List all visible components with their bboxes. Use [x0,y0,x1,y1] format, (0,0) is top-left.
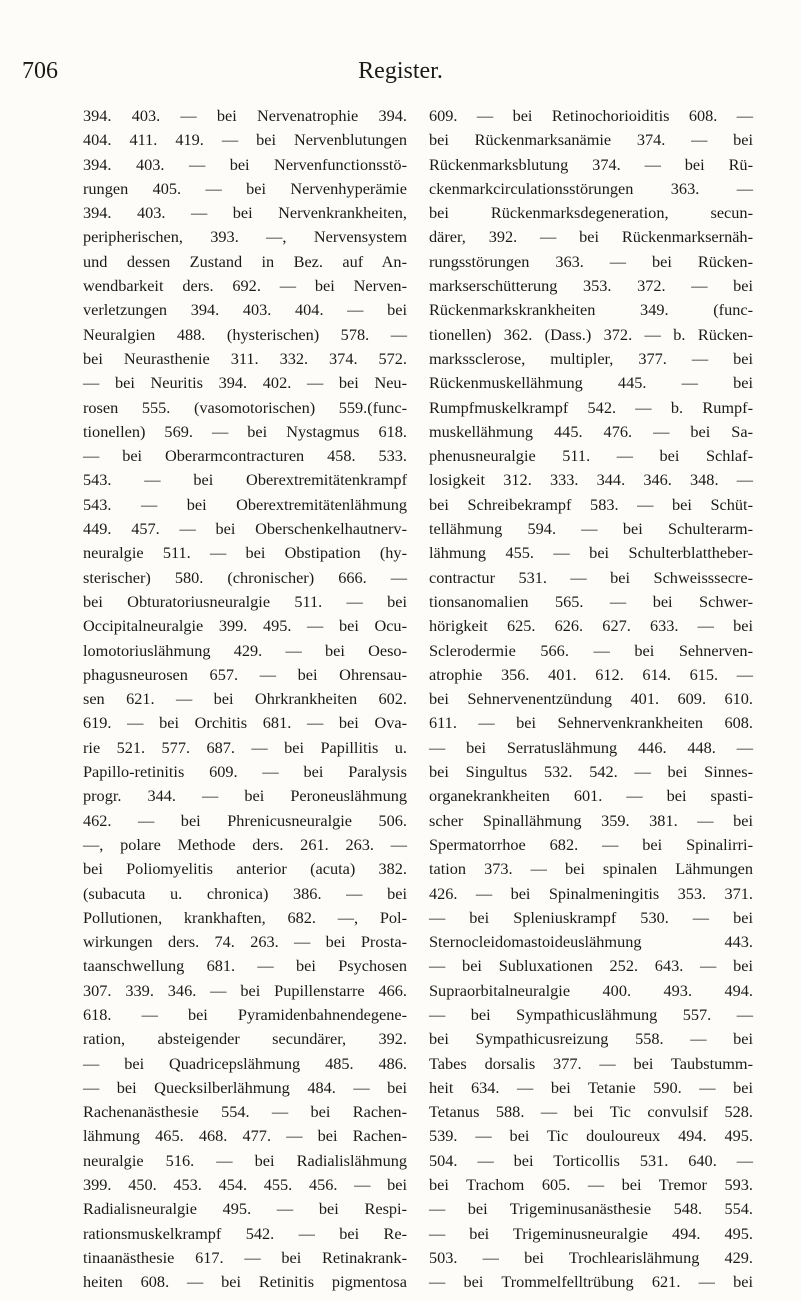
index-line: 394. 403. — bei Nervenkrankheiten, [83,203,407,223]
index-line: 504. — bei Torticollis 531. 640. — [429,1150,753,1170]
index-line: bei Sehnervenentzündung 401. 609. 610. [429,689,753,709]
index-line: wendbarkeit ders. 692. — bei Nerven- [83,276,407,296]
index-line: 503. — bei Trochlearislähmung 429. [429,1247,753,1267]
index-line: Supraorbitalneuralgie 400. 493. 494. [429,980,753,1000]
index-line: Radialisneuralgie 495. — bei Respi- [83,1199,407,1219]
index-line: Rückenmuskellähmung 445. — bei [429,373,753,393]
index-line: markssclerose, multipler, 377. — bei [429,348,753,368]
index-line: scher Spinallähmung 359. 381. — bei [429,810,753,830]
index-line: verletzungen 394. 403. 404. — bei [83,300,407,320]
index-line: bei Rückenmarksdegeneration, secun- [429,203,753,223]
index-line: contractur 531. — bei Schweisssecre- [429,567,753,587]
index-line: phenusneuralgie 511. — bei Schlaf- [429,446,753,466]
index-line: 399. 450. 453. 454. 455. 456. — bei [83,1175,407,1195]
index-line: Rückenmarkskrankheiten 349. (func- [429,300,753,320]
index-line: Neuralgien 488. (hysterischen) 578. — [83,324,407,344]
index-line: rungsstörungen 363. — bei Rücken- [429,251,753,271]
index-line: neuralgie 516. — bei Radialislähmung [83,1150,407,1170]
index-line: 426. — bei Spinalmeningitis 353. 371. [429,883,753,903]
index-line: Rückenmarksblutung 374. — bei Rü- [429,154,753,174]
index-line: 394. 403. — bei Nervenfunctionsstö- [83,154,407,174]
index-line: Sternocleidomastoideuslähmung 443. [429,932,753,952]
index-line: lomotoriuslähmung 429. — bei Oeso- [83,640,407,660]
index-line: 609. — bei Retinochorioiditis 608. — [429,106,753,125]
index-line: 394. 403. — bei Nervenatrophie 394. [83,106,407,125]
index-line: rie 521. 577. 687. — bei Papillitis u. [83,737,407,757]
index-line: wirkungen ders. 74. 263. — bei Prosta- [83,932,407,952]
index-line: lähmung 465. 468. 477. — bei Rachen- [83,1126,407,1146]
index-line: bei Obturatoriusneuralgie 511. — bei [83,591,407,611]
index-line: organekrankheiten 601. — bei spasti- [429,786,753,806]
index-line: ration, absteigender secundärer, 392. [83,1029,407,1049]
page-number: 706 [22,58,58,84]
index-line: neuralgie 511. — bei Obstipation (hy- [83,543,407,563]
index-line: tionellen) 569. — bei Nystagmus 618. [83,421,407,441]
index-line: 449. 457. — bei Oberschenkelhautnerv- [83,519,407,539]
index-line: bei Schreibekrampf 583. — bei Schüt- [429,494,753,514]
left-column [83,104,407,1295]
index-line: — bei Serratuslähmung 446. 448. — [429,737,753,757]
index-line: — bei Quecksilberlähmung 484. — bei [83,1077,407,1097]
index-line: tionellen) 362. (Dass.) 372. — b. Rücken- [429,324,753,344]
index-line: markserschütterung 353. 372. — bei [429,276,753,296]
index-line: därer, 392. — bei Rückenmarksernäh- [429,227,753,247]
index-line: — bei Oberarmcontracturen 458. 533. [83,446,407,466]
index-line: sterischer) 580. (chronischer) 666. — [83,567,407,587]
index-line: (subacuta u. chronica) 386. — bei [83,883,407,903]
index-line: hörigkeit 625. 626. 627. 633. — bei [429,616,753,636]
index-line: 543. — bei Oberextremitätenlähmung [83,494,407,514]
index-line: Tetanus 588. — bei Tic convulsif 528. [429,1102,753,1122]
index-line: tellähmung 594. — bei Schulterarm- [429,519,753,539]
index-line: bei Trachom 605. — bei Tremor 593. [429,1175,753,1195]
index-line: phagusneurosen 657. — bei Ohrensau- [83,664,407,684]
index-line: Occipitalneuralgie 399. 495. — bei Ocu- [83,616,407,636]
index-line: — bei Trommelfelltrübung 621. — bei [429,1272,753,1292]
index-line: ckenmarkcirculationsstörungen 363. — [429,178,753,198]
index-line: lähmung 455. — bei Schulterblattheber- [429,543,753,563]
index-line: rationsmuskelkrampf 542. — bei Re- [83,1223,407,1243]
index-line: 618. — bei Pyramidenbahnendegene- [83,1004,407,1024]
index-line: Sclerodermie 566. — bei Sehnerven- [429,640,753,660]
index-line: Spermatorrhoe 682. — bei Spinalirri- [429,834,753,854]
index-line: 543. — bei Oberextremitätenkrampf [83,470,407,490]
index-line: rosen 555. (vasomotorischen) 559.(func- [83,397,407,417]
index-line: taanschwellung 681. — bei Psychosen [83,956,407,976]
index-line: losigkeit 312. 333. 344. 346. 348. — [429,470,753,490]
index-columns [83,104,753,1295]
index-line: —, polare Methode ders. 261. 263. — [83,834,407,854]
index-line: — bei Sympathicuslähmung 557. — [429,1004,753,1024]
index-line: muskellähmung 445. 476. — bei Sa- [429,421,753,441]
index-line: 307. 339. 346. — bei Pupillenstarre 466. [83,980,407,1000]
index-line: bei Poliomyelitis anterior (acuta) 382. [83,859,407,879]
index-line: bei Sympathicusreizung 558. — bei [429,1029,753,1049]
right-column [429,104,753,1295]
index-line: Papillo-retinitis 609. — bei Paralysis [83,762,407,782]
index-line: Rachenanästhesie 554. — bei Rachen- [83,1102,407,1122]
index-line: tinaanästhesie 617. — bei Retinakrank- [83,1247,407,1267]
index-line: 539. — bei Tic douloureux 494. 495. [429,1126,753,1146]
index-line: — bei Neuritis 394. 402. — bei Neu- [83,373,407,393]
index-line: bei Rückenmarksanämie 374. — bei [429,130,753,150]
index-line: bei Neurasthenie 311. 332. 374. 572. [83,348,407,368]
index-line: bei Singultus 532. 542. — bei Sinnes- [429,762,753,782]
index-line: — bei Quadricepslähmung 485. 486. [83,1053,407,1073]
index-line: — bei Subluxationen 252. 643. — bei [429,956,753,976]
index-line: tionsanomalien 565. — bei Schwer- [429,591,753,611]
index-line: heit 634. — bei Tetanie 590. — bei [429,1077,753,1097]
index-line: tation 373. — bei spinalen Lähmungen [429,859,753,879]
index-line: 462. — bei Phrenicusneuralgie 506. [83,810,407,830]
index-line: Rumpfmuskelkrampf 542. — b. Rumpf- [429,397,753,417]
index-line: — bei Trigeminusneuralgie 494. 495. [429,1223,753,1243]
index-line: 404. 411. 419. — bei Nervenblutungen [83,130,407,150]
index-line: Pollutionen, krankhaften, 682. —, Pol- [83,907,407,927]
index-line: — bei Trigeminusanästhesie 548. 554. [429,1199,753,1219]
index-line: rungen 405. — bei Nervenhyperämie [83,178,407,198]
index-line: atrophie 356. 401. 612. 614. 615. — [429,664,753,684]
index-line: — bei Spleniuskrampf 530. — bei [429,907,753,927]
index-line: und dessen Zustand in Bez. auf An- [83,251,407,271]
index-line: peripherischen, 393. —, Nervensystem [83,227,407,247]
running-head: Register. [358,58,443,84]
index-line: 619. — bei Orchitis 681. — bei Ova- [83,713,407,733]
index-line: sen 621. — bei Ohrkrankheiten 602. [83,689,407,709]
index-line: progr. 344. — bei Peroneuslähmung [83,786,407,806]
index-line: heiten 608. — bei Retinitis pigmentosa [83,1272,407,1292]
index-line: 611. — bei Sehnervenkrankheiten 608. [429,713,753,733]
index-line: Tabes dorsalis 377. — bei Taubstumm- [429,1053,753,1073]
